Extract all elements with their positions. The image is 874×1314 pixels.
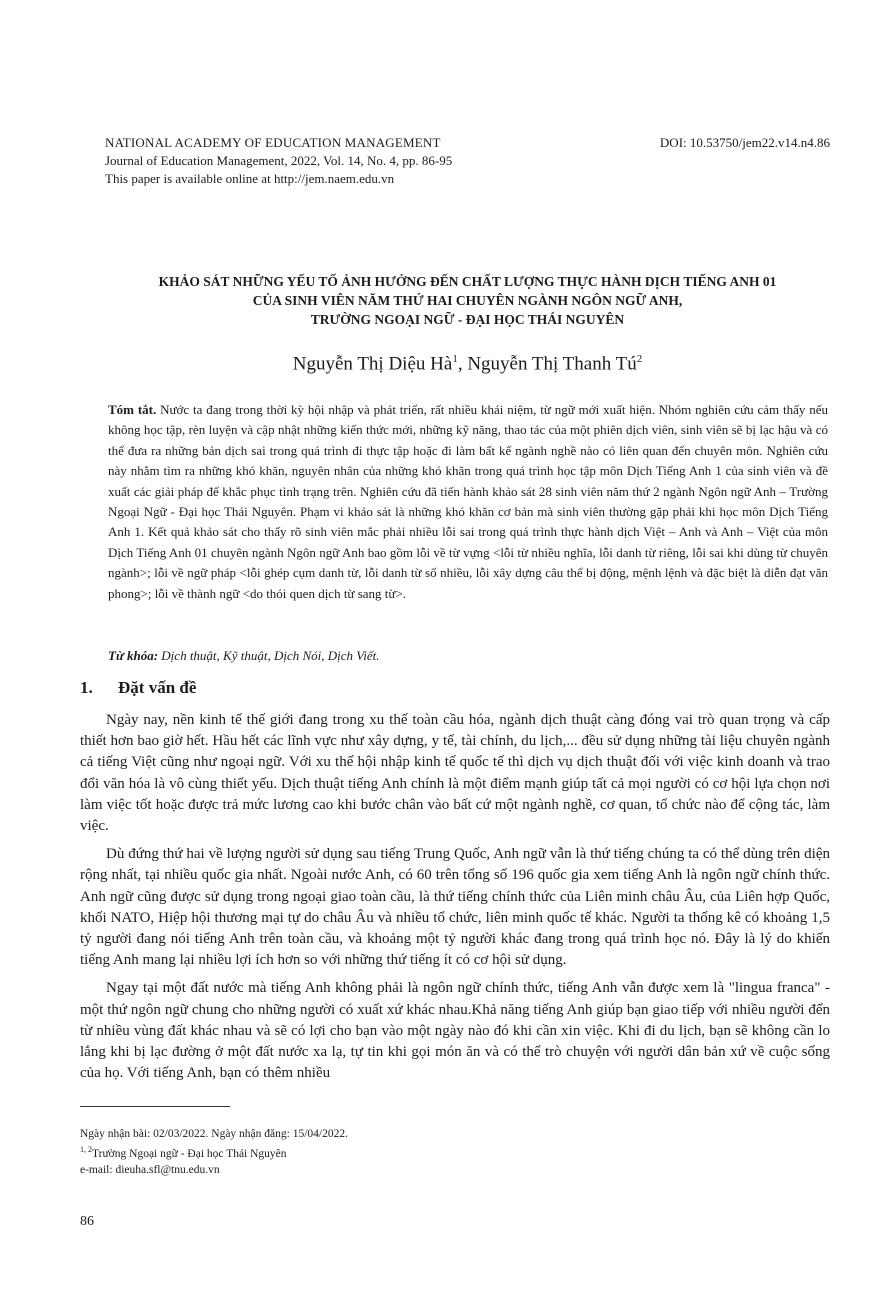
doi-link[interactable]: DOI: 10.53750/jem22.v14.n4.86 bbox=[659, 135, 830, 150]
title-line-1: KHẢO SÁT NHỮNG YẾU TỐ ẢNH HƯỞNG ĐẾN CHẤT LƯỢNG THỰC HÀNH DỊCH TIẾNG ANH 01 bbox=[158, 274, 777, 289]
author-separator: , bbox=[457, 353, 468, 375]
journal-header bbox=[105, 134, 830, 188]
paper-title bbox=[105, 272, 830, 329]
author-1-affiliation-mark: 1 bbox=[452, 353, 458, 365]
organization-name: NATIONAL ACADEMY OF EDUCATION MANAGEMENT bbox=[105, 135, 441, 150]
keywords-label: Từ khóa: bbox=[108, 648, 159, 663]
paragraph: Dù đứng thứ hai về lượng người sử dụng sau tiếng Trung Quốc, Anh ngữ vẫn là thứ tiếng chúng ta có thể dùng trên diện rộng nhất, tại nhiều quốc gia nhất. Ngoài nước Anh, có 60 trên tổng số 196 quốc gia xem tiếng Anh là ngôn ngữ chính thức. Anh ngữ cũng được sử dụng trong ngoại giao toàn cầu, là thứ tiếng chính thức của Liên minh châu Âu, của Liên hợp Quốc, khối NATO, Hiệp hội thương mại tự do châu Âu và nhiều tổ chức, liên minh quốc tế khác. Người ta thống kê có khoảng 1,5 tỷ người đang nói tiếng Anh trên toàn cầu, và khoảng một tỷ người khác đang trong quá trình học nó. Đây là lý do khiến tiếng Anh mang lại nhiều lợi ích hơn so với những thứ tiếng ít có cơ hội sử dụng. bbox=[80, 846, 830, 969]
contact-email[interactable]: e-mail: dieuha.sfl@tnu.edu.vn bbox=[80, 1163, 220, 1176]
paragraph: Ngay tại một đất nước mà tiếng Anh không phải là ngôn ngữ chính thức, tiếng Anh vẫn được xem là "lingua franca" - một thứ ngôn ngữ chung cho những người có xuất xứ khác nhau.Khả năng tiếng Anh giúp bạn giao tiếp với nhiều người đến từ nhiều vùng đất khác nhau và sẽ có lợi cho bạn vào một ngày nào đó khi cần xin việc. Khi đi du lịch, bạn sẽ không cần lo lắng khi bị lạc đường ở một đất nước xa lạ, tự tin khi gọi món ăn và có thể trò chuyện với người dân bản xứ về cuộc sống của họ. Với tiếng Anh, bạn có thêm nhiều bbox=[80, 980, 830, 1082]
title-line-3: TRƯỜNG NGOẠI NGỮ - ĐẠI HỌC THÁI NGUYÊN bbox=[310, 312, 625, 327]
abstract-text: Nước ta đang trong thời kỳ hội nhập và phát triển, rất nhiều khái niệm, từ ngữ mới xuất hiện. Nhóm nghiên cứu cảm thấy nếu không học tập, rèn luyện và cập nhật những kiến thức mới, những kỹ năng, thao tác của một phiên dịch viên, sinh viên sẽ bị lạc hậu và có thể đưa ra những bản dịch sai trong quá trình đi thực tập hoặc đi làm bất kể ngành nghề nào có liên quan đến chuyên môn. Nghiên cứu này nhằm tìm ra những khó khăn, nguyên nhân của những khó khăn trong quá trình học tập môn Dịch Tiếng Anh 1 của sinh viên và đề xuất các giải pháp để khắc phục tình trạng trên. Nghiên cứu đã tiến hành khảo sát 28 sinh viên năm thứ 2 ngành Ngôn ngữ Anh – Trường Ngoại Ngữ - Đại học Thái Nguyên. Phạm vi khảo sát là những khó khăn cơ bản mà sinh viên thường gặp phải khi học môn Dịch Tiếng Anh 1. Kết quả khảo sát cho thấy rõ sinh viên mắc phải nhiều lỗi sai trong quá trình thực hành dịch Việt – Anh và Anh – Việt của môn Dịch Tiếng Anh 01 chuyên ngành Ngôn ngữ Anh bao gồm lỗi về từ vựng <lỗi từ nhiều nghĩa, lỗi danh từ riêng, lỗi sai khi dùng từ chuyên ngành>; lỗi về ngữ pháp <lỗi ghép cụm danh từ, lỗi danh từ số nhiều, lỗi xây dựng câu thể bị động, mệnh lệnh và đặc biệt là diễn đạt văn phong>; lỗi về thành ngữ <do thói quen dịch từ sang từ>. bbox=[108, 402, 828, 601]
section-body bbox=[80, 710, 830, 1091]
paragraph: Ngày nay, nền kinh tế thế giới đang trong xu thế toàn cầu hóa, ngành dịch thuật càng đóng vai trò quan trọng và cấp thiết hơn bao giờ hết. Hầu hết các lĩnh vực như xây dựng, y tế, tài chính, du lịch,... đều sử dụng những tài liệu chuyên ngành cả tiếng Việt cũng như ngoại ngữ. Với xu thế hội nhập kinh tế quốc tế thì dịch vụ dịch thuật đối với việc kinh doanh và trao đổi văn hóa là vô cùng thiết yếu. Dịch thuật tiếng Anh chính là một điểm mạnh giúp tất cả mọi người có cơ hội lựa chọn nơi làm việc tốt hoặc được trả mức lương cao khi bước chân vào bất cứ một ngành nghề, cơ quan, tổ chức nào để cộng tác, làm việc. bbox=[80, 712, 830, 835]
author-2-affiliation-mark: 2 bbox=[636, 353, 643, 365]
author-2: Nguyễn Thị Thanh Tú bbox=[467, 353, 637, 375]
footnotes bbox=[80, 1126, 830, 1178]
author-1: Nguyễn Thị Diệu Hà bbox=[292, 353, 453, 375]
affiliation-note bbox=[80, 1142, 830, 1162]
section-number: 1. bbox=[80, 678, 93, 697]
received-dates: Ngày nhận bài: 02/03/2022. Ngày nhận đăng: 15/04/2022. bbox=[80, 1128, 348, 1140]
title-line-2: CỦA SINH VIÊN NĂM THỨ HAI CHUYÊN NGÀNH NGÔN NGỮ ANH, bbox=[252, 293, 683, 308]
affiliation-text: Trường Ngoại ngữ - Đại học Thái Nguyên bbox=[92, 1147, 287, 1160]
author-list bbox=[105, 346, 830, 377]
abstract-label: Tóm tắt. bbox=[108, 402, 157, 417]
affiliation-mark: 1, 2 bbox=[80, 1145, 92, 1154]
section-heading bbox=[80, 676, 196, 700]
online-availability[interactable]: This paper is available online at http://jem.naem.edu.vn bbox=[105, 171, 395, 186]
abstract bbox=[108, 400, 828, 604]
section-title: Đặt vấn đề bbox=[118, 678, 197, 697]
journal-citation: Journal of Education Management, 2022, Vol. 14, No. 4, pp. 86-95 bbox=[105, 153, 453, 168]
page-number: 86 bbox=[80, 1214, 94, 1229]
keywords bbox=[108, 646, 828, 666]
keywords-text: Dịch thuật, Kỹ thuật, Dịch Nói, Dịch Viết. bbox=[158, 648, 380, 663]
footnote-divider bbox=[80, 1106, 230, 1107]
